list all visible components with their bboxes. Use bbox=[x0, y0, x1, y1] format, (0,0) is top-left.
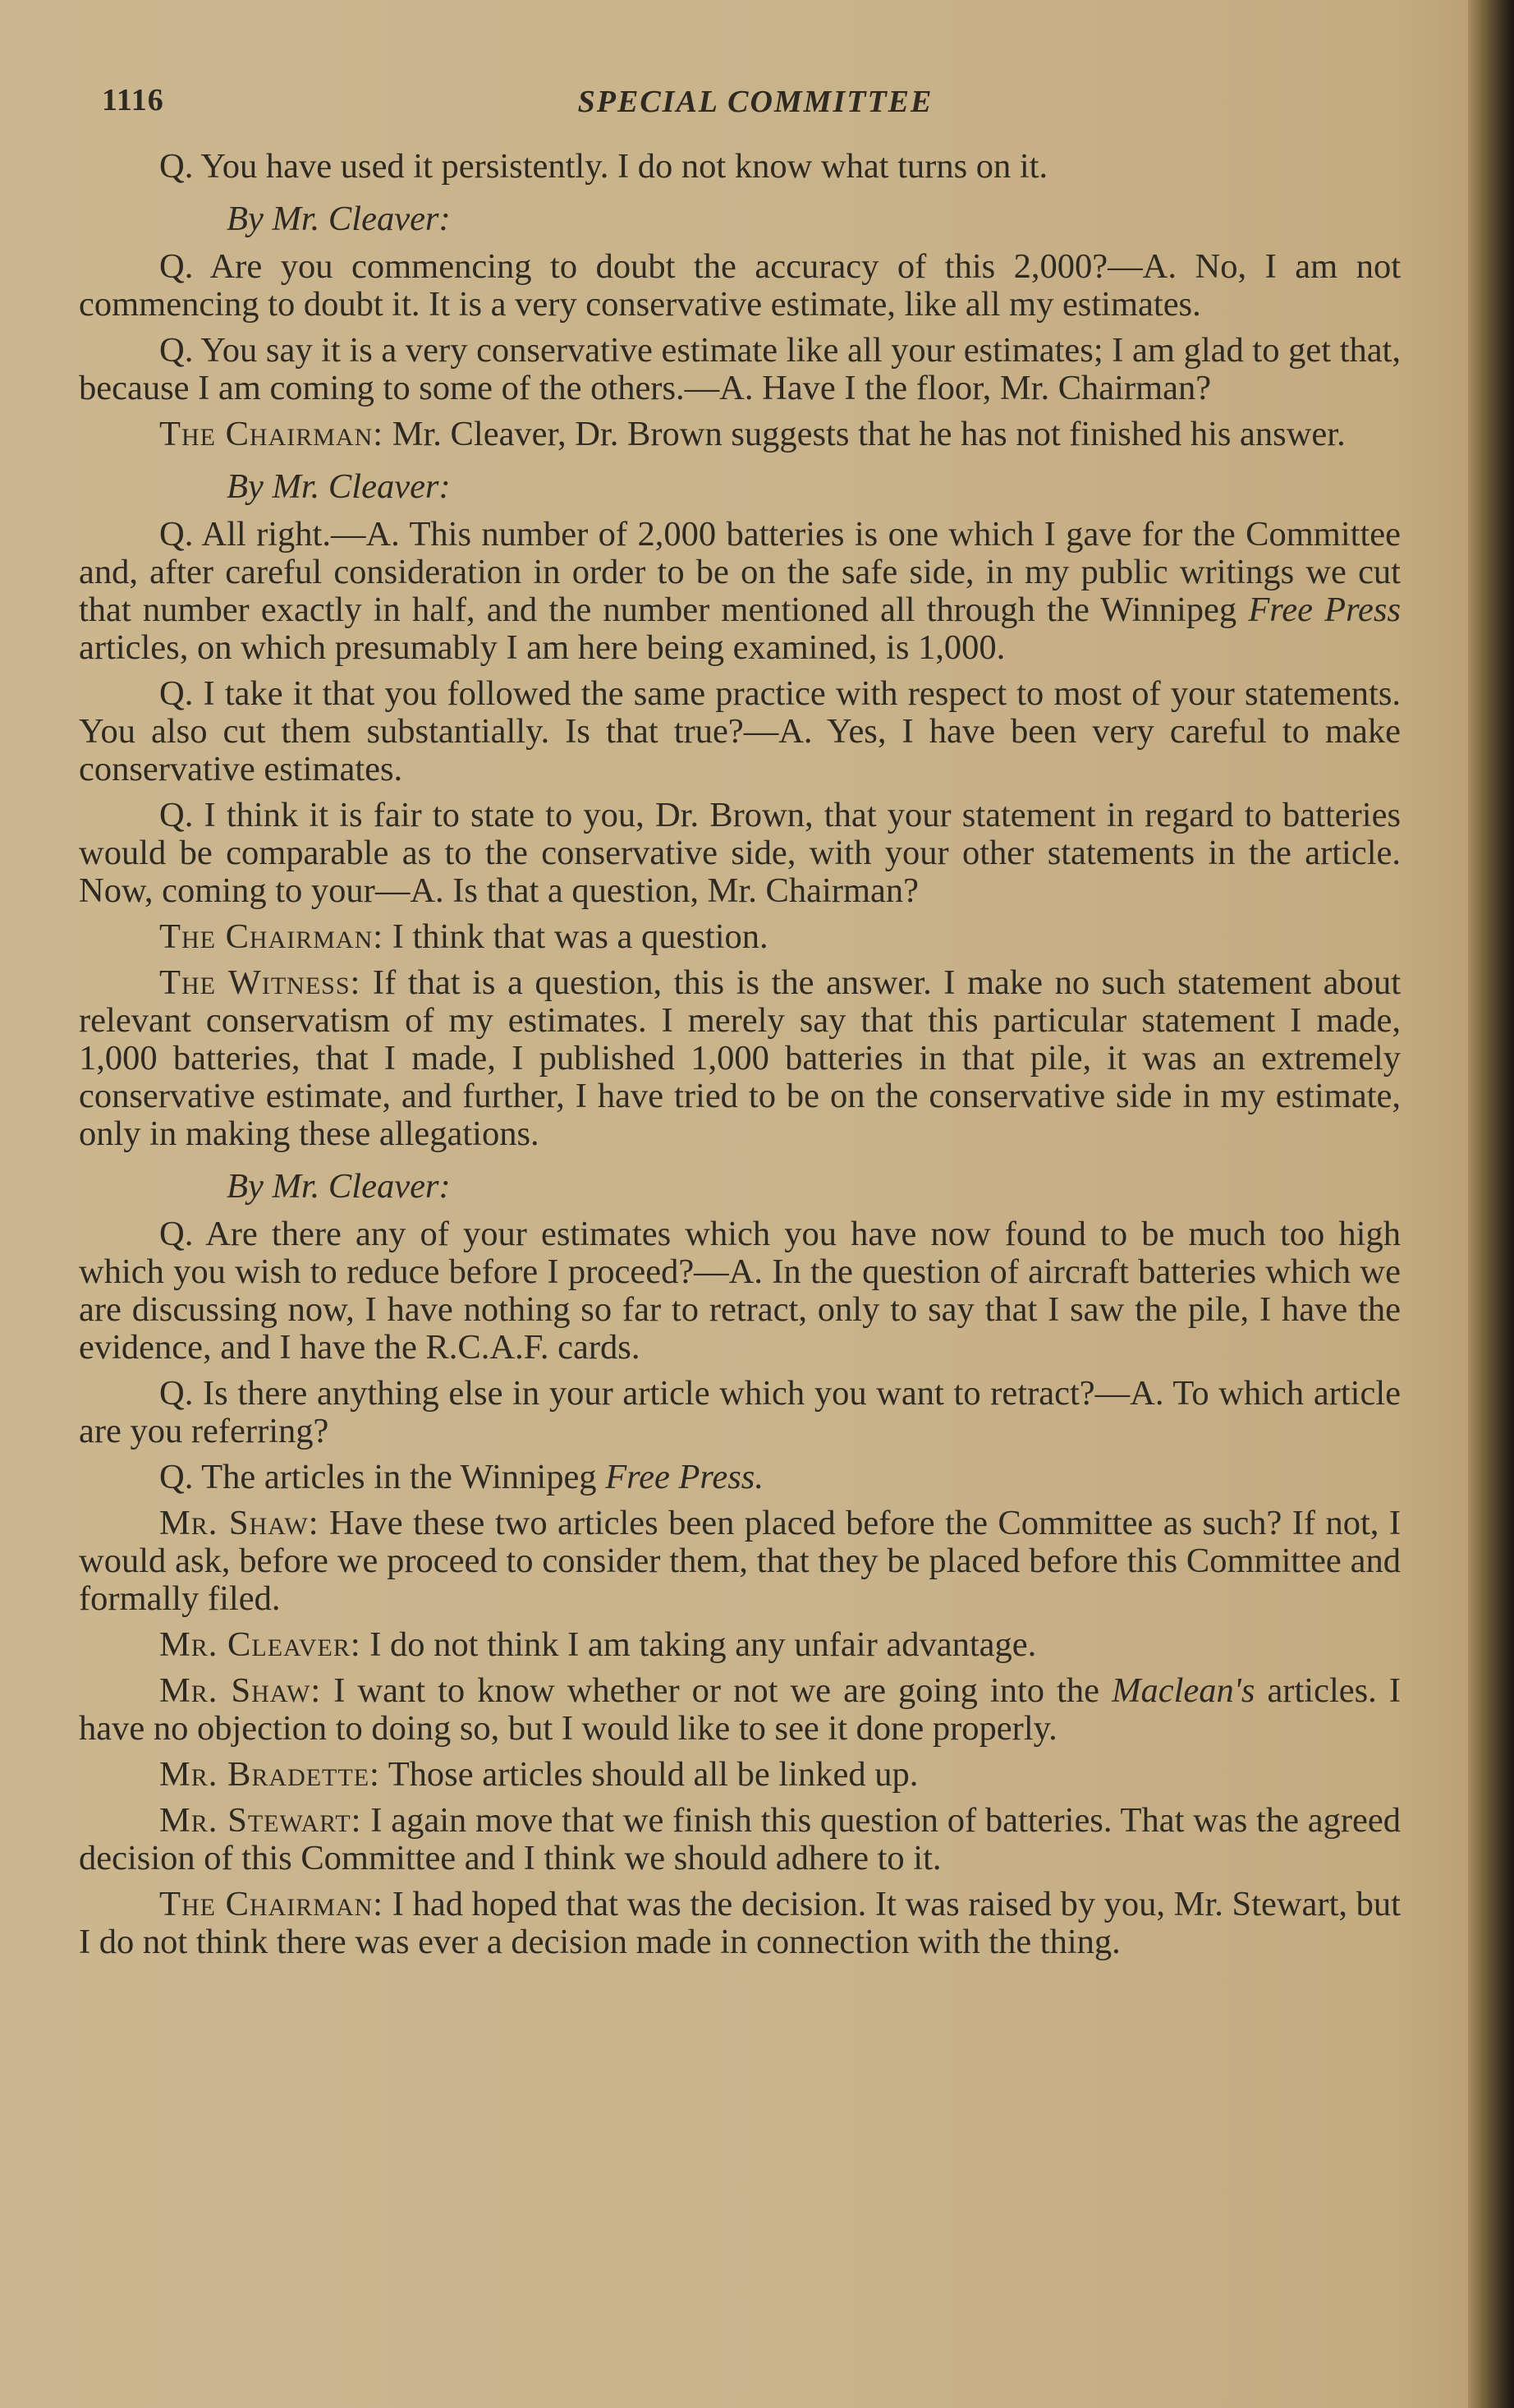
speech-text: I think that was a question. bbox=[383, 917, 768, 956]
paragraph: Q. You have used it persistently. I do not know what turns on it. bbox=[159, 147, 1048, 186]
speech-text: I had hoped that was the decision. It was raised by you, Mr. Stewart, but I do not think there was ever a decision made in connection with the thing. bbox=[79, 1885, 1401, 1961]
speech-text: Have these two articles been placed before the Committee as such? If not, I would ask, before we proceed to consider them, that they be placed before this Committee and formally filed. bbox=[79, 1504, 1401, 1618]
running-head: SPECIAL COMMITTEE bbox=[577, 85, 934, 119]
paragraph: Q. Are there any of your estimates which you have now found to be much too high which you wish to reduce before I proceed?—A. In the question of aircraft batteries which we are discussing now, I have nothing so far to retract, only to say that I saw the pile, I have the evidence, and I have the R.C.A.F. cards. bbox=[79, 1215, 1401, 1367]
speaker-name: The Witness: bbox=[159, 963, 361, 1002]
paragraph bbox=[79, 964, 1401, 1153]
speaker-name: Mr. Stewart: bbox=[159, 1801, 362, 1840]
page-number: 1116 bbox=[102, 83, 164, 117]
paragraph bbox=[79, 416, 1401, 453]
speech-text: I do not think I am taking any unfair advantage. bbox=[360, 1625, 1037, 1664]
paragraph bbox=[79, 1802, 1401, 1877]
speaker-name: Mr. Shaw: bbox=[159, 1671, 322, 1710]
speech-text: Those articles should all be linked up. bbox=[379, 1755, 919, 1794]
transcript-body bbox=[79, 148, 1401, 1969]
subheading-by-mr-cleaver: By Mr. Cleaver: bbox=[227, 467, 451, 506]
subheading-by-mr-cleaver: By Mr. Cleaver: bbox=[227, 200, 451, 238]
subheading-by-mr-cleaver: By Mr. Cleaver: bbox=[227, 1167, 451, 1206]
paragraph bbox=[79, 1756, 1401, 1794]
speech-text: If that is a question, this is the answer. I make no such statement about relevant conservatism of my estimates. I merely say that this particular statement I made, 1,000 batteries, that I made, I published 1,000 batteries in that pile, it was an extremely conservative estimate, and further, I have tried to be on the conservative side in my estimate, only in making these allegations. bbox=[79, 963, 1402, 1153]
paragraph bbox=[79, 516, 1401, 667]
speaker-name: Mr. Cleaver: bbox=[159, 1625, 361, 1664]
paragraph: Q. Are you commencing to doubt the accuracy of this 2,000?—A. No, I am not commencing to doubt it. It is a very conservative estimate, like all my estimates. bbox=[79, 247, 1401, 324]
speaker-name: The Chairman: bbox=[159, 1885, 384, 1923]
paragraph bbox=[79, 1459, 1401, 1496]
publication-title: Free Press. bbox=[605, 1458, 764, 1496]
publication-title: Free Press bbox=[1248, 591, 1402, 629]
text-run: Q. The articles in the Winnipeg bbox=[159, 1458, 606, 1496]
paragraph: Q. I think it is fair to state to you, Dr. Brown, that your statement in regard to batteries would be comparable as to the conservative side, with your other statements in the article. Now, coming to your—A. Is that a question, Mr. Chairman? bbox=[79, 796, 1401, 910]
paragraph bbox=[79, 1886, 1401, 1961]
speaker-name: The Chairman: bbox=[159, 917, 384, 956]
publication-title: Maclean's bbox=[1112, 1671, 1255, 1710]
speaker-name: Mr. Bradette: bbox=[159, 1755, 380, 1794]
text-run: articles, on which presumably I am here being examined, is 1,000. bbox=[79, 628, 1006, 667]
paragraph: Q. I take it that you followed the same practice with respect to most of your statements. You also cut them substantially. Is that true?—A. Yes, I have been very careful to make conservative estimates. bbox=[79, 674, 1401, 788]
text-run: Q. All right.—A. This number of 2,000 batteries is one which I gave for the Committee and, after careful consideration in order to be on the safe side, in my public writings we cut that number exactly in half, and the number mentioned all through the Winnipeg bbox=[79, 515, 1401, 629]
paragraph bbox=[79, 1672, 1401, 1748]
paragraph bbox=[79, 1505, 1401, 1618]
paragraph: Q. Is there anything else in your article which you want to retract?—A. To which article are you referring? bbox=[79, 1374, 1401, 1450]
speech-text: I again move that we finish this question of batteries. That was the agreed decision of this Committee and I think we should adhere to it. bbox=[79, 1801, 1401, 1877]
paragraph: Q. You say it is a very conservative estimate like all your estimates; I am glad to get that, because I am coming to some of the others.—A. Have I the floor, Mr. Chairman? bbox=[79, 331, 1401, 407]
speaker-name: The Chairman: bbox=[159, 415, 384, 453]
text-run: articles. I have no objection to doing so, but I would like to see it done properly. bbox=[79, 1671, 1401, 1748]
speech-text: Mr. Cleaver, Dr. Brown suggests that he has not finished his answer. bbox=[383, 415, 1346, 453]
paragraph bbox=[79, 918, 1401, 956]
paragraph bbox=[79, 1626, 1401, 1664]
text-run: I want to know whether or not we are going into the bbox=[321, 1671, 1113, 1710]
book-spine-shadow bbox=[1468, 0, 1514, 2408]
speaker-name: Mr. Shaw: bbox=[159, 1504, 319, 1542]
page-header bbox=[82, 82, 1429, 131]
